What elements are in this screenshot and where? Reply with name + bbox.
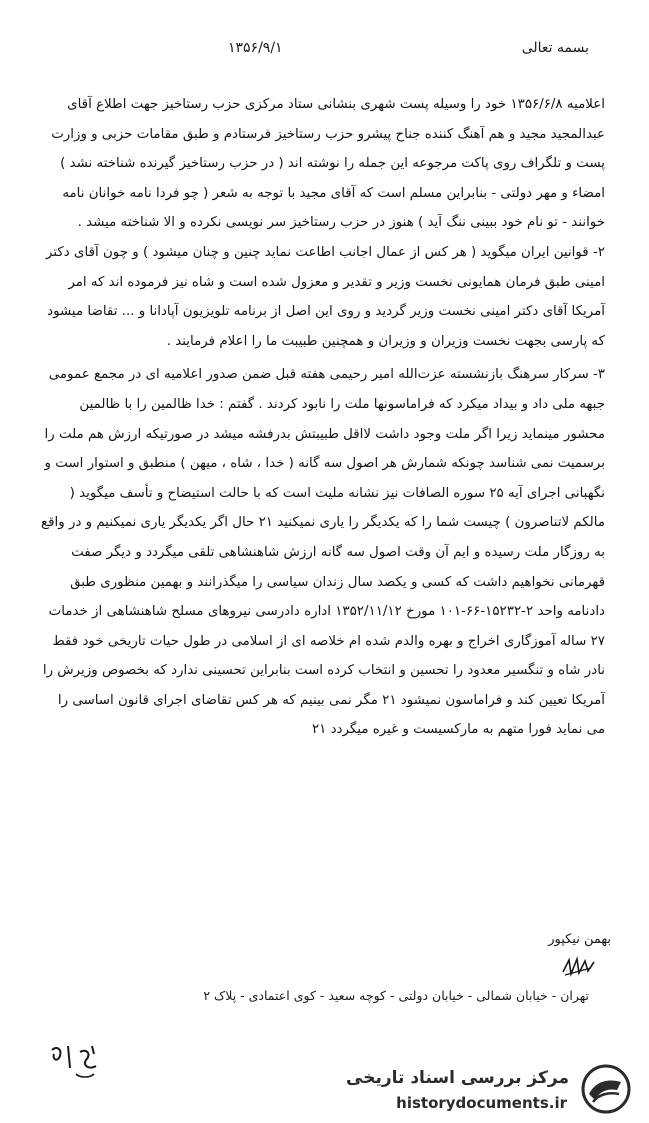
sender-address: تهران - خیابان شمالی - خیابان دولتی - کوچه سعید - کوی اعتمادی - پلاک ۲ bbox=[203, 988, 589, 1003]
handwritten-margin-note bbox=[46, 1040, 116, 1080]
archive-logo-icon bbox=[577, 1064, 635, 1114]
letter-date: ۱۳۵۶/۹/۱ bbox=[228, 40, 283, 56]
body-paragraph-2: ۲- قوانین ایران میگوید ( هر کس از عمال اجانب اطاعت نماید چنین و چنان میشود ) و چون آقای دکتر امینی طبق فرمان همایونی نخست وزیر و تقدیر و معزول شده است و شاه نیز فرموده اند که امر آمریکا آقای دکتر امینی نخست وزیر گردید و روی این اصل از برنامه تلویزیون آپادانا و ... تقاضا میشود که پارسی بجهت نخست وزیران و وزیران و همچنین طبیبت ما را اعلام فرمایند . bbox=[46, 244, 605, 349]
letter-invocation: بسمه تعالی bbox=[521, 40, 589, 56]
signature-block bbox=[548, 932, 611, 947]
signer-name: بهمن نیکپور bbox=[548, 932, 611, 947]
body-paragraph-1: اعلامیه ۱۳۵۶/۶/۸ خود را وسیله پست شهری بنشانی ستاد مرکزی حزب رستاخیز جهت اطلاع آقای عبدالمجید مجید و هم آهنگ کننده جناح پیشرو حزب رستاخیز فرستادم و طبق مقامات حزبی و وزارت پست و تلگراف روی پاکت مرجوعه این جمله را نوشته اند ( در حزب رستاخیز گیرنده شناخته نشد ) امضاء و مهر دولتی - بنابراین مسلم است که آقای مجید با توجه به شعر ( چو فردا نامه خوانان نامه خوانند - تو نام خود ببینی ننگ آید ) هنوز در حزب رستاخیز سر نویسی نکرده و الا شناخته میشد . bbox=[51, 97, 605, 231]
signature-scribble bbox=[561, 956, 597, 978]
watermark-title: مرکز بررسی اسناد تاریخی bbox=[346, 1068, 569, 1088]
letter-body bbox=[40, 90, 605, 745]
watermark-url: historydocuments.ir bbox=[396, 1094, 567, 1112]
body-paragraph-3: ۳- سرکار سرهنگ بازنشسته عزت‌الله امیر رحیمی هفته قبل ضمن صدور اعلامیه ای در مجمع عمومی جبهه ملی داد و بیداد میکرد که فراماسونها ملت را نابود کردند . گفتم : خدا ظالمین را با ظالمین محشور مینماید زیرا اگر ملت وجود داشت لااقل طبیبتش بدرفشه میشد در صورتیکه ارزش هم ملت را برسمیت نمی شناسد چونکه شمارش هر اصول سه گانه ( خدا ، شاه ، میهن ) منطبق و استوار است و نگهبانی اجرای آیه ۲۵ سوره الصافات نیز نشانه ملیت است که با حالت استیضاح و تأسف میگوید ( مالکم لاتناصرون ) چیست شما را که یکدیگر را یاری نمیکنید ۲۱ حال اگر یکدیگر یاری نمیکنیم و در واقع به روزگار ملت رسیده و ایم آن وقت اصول سه گانه ارزش شاهنشاهی تلقی میگردد و دیگر صفت قهرمانی نخواهیم داشت که کسی و یکصد سال زندان سیاسی را میگذرانند و بهمین منظوری طبق دادنامه واحد ۲-۱۵۲۳۲-۶۶-۱۰۱ مورخ ۱۳۵۲/۱۱/۱۲ اداره دادرسی نیروهای مسلح شاهنشاهی از خدمات ۲۷ ساله آموزگاری اخراج و بهره والدم شده ام خلاصه ای از اسلامی در طول حیات تاریخی خود فقط نادر شاه و تنگسیر معدود را تحسین و انتخاب کرده است بنابراین تحسینی ندارد که بخصوص وزیرش را آمریکا تعیین کند و فراماسون نمیشود ۲۱ مگر نمی بینیم که هر کس تقاضای اجرای قانون اساسی را می نماید فورا متهم به مارکسیست و غیره میگردد ۲۱ bbox=[41, 367, 605, 738]
archive-watermark bbox=[346, 1062, 639, 1118]
